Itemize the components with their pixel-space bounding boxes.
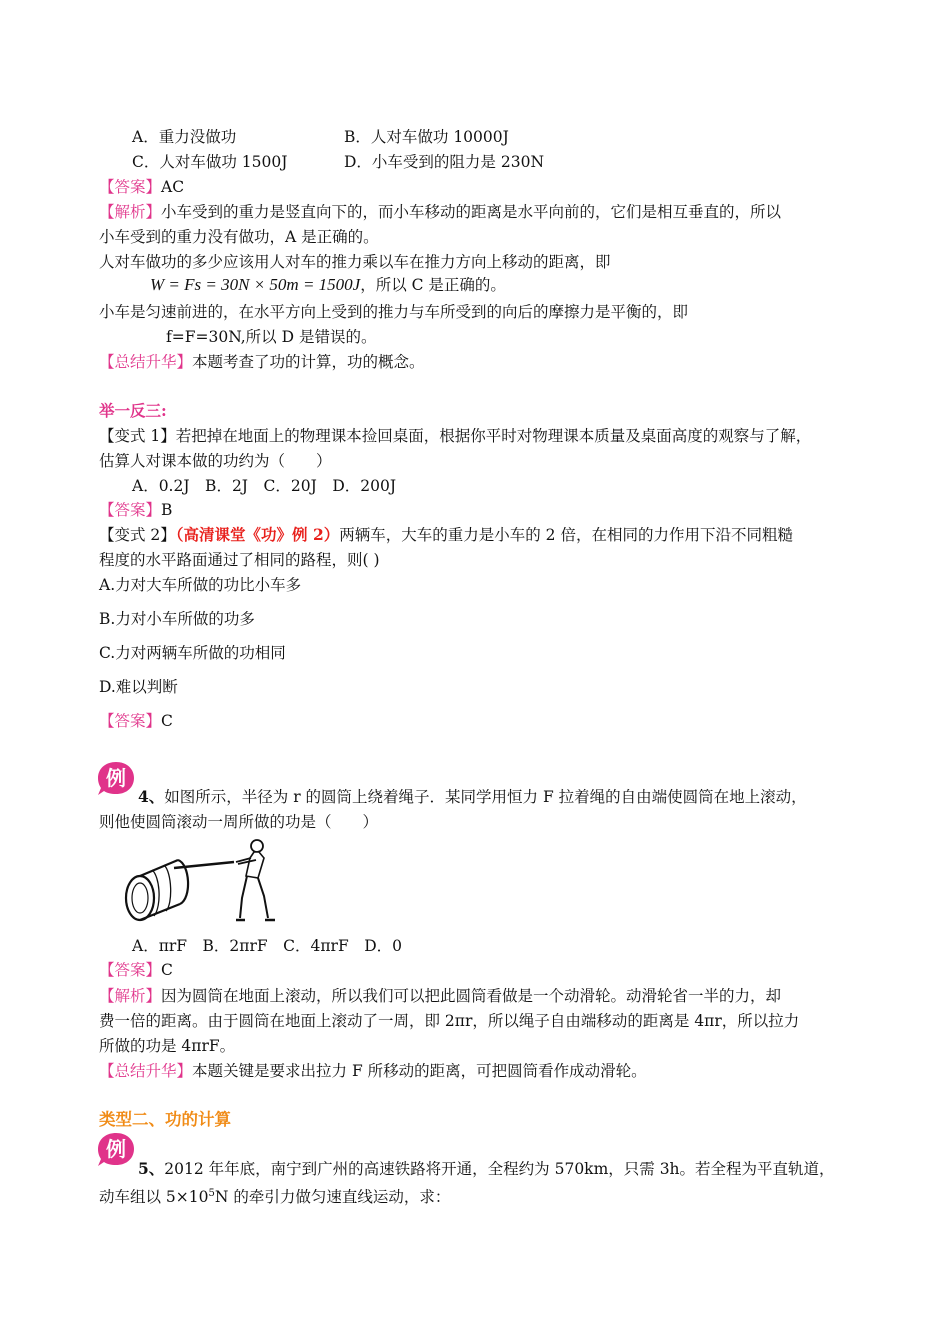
answer-tag: 【答案】 <box>99 178 162 196</box>
summary-tag: 【总结升华】 <box>99 353 193 371</box>
variant2-option-d: D.难以判断 <box>99 678 178 696</box>
example-badge-icon <box>97 760 135 796</box>
option-b: B．人对车做功 10000J <box>344 128 509 146</box>
practice-heading: 举一反三: <box>99 401 167 420</box>
variant1-line-2: 估算人对课本做的功约为（ ） <box>99 452 332 470</box>
option-c: C．人对车做功 1500J <box>132 153 288 171</box>
example4-analysis-3: 所做的功是 4πrF。 <box>99 1037 236 1055</box>
example4-analysis-1: 【解析】因为圆筒在地面上滚动，所以我们可以把此圆筒看做是一个动滑轮。动滑轮省一半的力，却 <box>99 987 782 1005</box>
example-badge-icon <box>97 1131 135 1167</box>
example5-line-2: 动车组以 $5\times 10^5N$ 的牵引力做匀速直线运动，求： <box>99 1188 451 1207</box>
analysis-line-2: 小车受到的重力没有做功，A 是正确的。 <box>99 228 379 246</box>
analysis-line-5: f=F=30N,所以 D 是错误的。 <box>166 328 377 346</box>
analysis-line-3: 人对车做功的多少应该用人对车的推力乘以车在推力方向上移动的距离，即 <box>99 253 611 271</box>
variant1-answer: 【答案】B <box>99 501 173 519</box>
variant2-source: （高清课堂《功》例 2） <box>175 525 340 544</box>
variant1-tag: 【变式 1】 <box>99 427 176 445</box>
svg-text:例: 例 <box>106 766 126 790</box>
variant1-options: A．0.2J B．2J C．20J D．200J <box>132 477 397 495</box>
example4-line-1: 4、如图所示，半径为 r 的圆筒上绕着绳子．某同学用恒力 F 拉着绳的自由端使圆筒在地上滚动， <box>138 787 807 806</box>
answer-line <box>99 176 184 198</box>
analysis-line-4: 小车是匀速前进的，在水平方向上受到的推力与车所受到的向后的摩擦力是平衡的，即 <box>99 303 689 321</box>
analysis-tag: 【解析】 <box>99 203 162 221</box>
variant2-tag: 【变式 2】 <box>99 526 176 544</box>
option-d: D．小车受到的阻力是 230N <box>344 153 545 171</box>
variant2-line-1: 【变式 2】（高清课堂《功》例 2）两辆车，大车的重力是小车的 2 倍，在相同的力作用下沿不同粗糙 <box>99 525 793 544</box>
analysis-line-1: 【解析】小车受到的重力是竖直向下的，而小车移动的距离是水平向前的，它们是相互垂直的，所以 <box>99 203 782 221</box>
example5-line-1: 5、2012 年年底，南宁到广州的高速铁路将开通，全程约为 570km，只需 3h。若全程为平直轨道， <box>138 1159 835 1178</box>
example5-number: 5、 <box>138 1159 165 1178</box>
example4-options: A．πrF B．2πrF C．4πrF D．0 <box>132 937 403 955</box>
summary-line: 【总结升华】本题考查了功的计算，功的概念。 <box>99 353 425 371</box>
variant2-line-2: 程度的水平路面通过了相同的路程，则( ) <box>99 551 380 569</box>
example4-analysis-2: 费一倍的距离。由于圆筒在地面上滚动了一周，即 2πr，所以绳子自由端移动的距离是 4πr，所以拉力 <box>99 1012 800 1030</box>
variant1-line-1: 【变式 1】若把掉在地面上的物理课本捡回桌面，根据你平时对物理课本质量及桌面高度的观察与了解， <box>99 427 812 445</box>
example4-line-2: 则他使圆筒滚动一周所做的功是（ ） <box>99 813 379 831</box>
variant2-option-c: C.力对两辆车所做的功相同 <box>99 644 286 662</box>
example4-number: 4、 <box>138 787 165 806</box>
svg-text:例: 例 <box>106 1137 126 1161</box>
variant2-option-b: B.力对小车所做的功多 <box>99 610 255 628</box>
option-a: A．重力没做功 <box>132 128 237 146</box>
variant2-answer: 【答案】C <box>99 712 173 730</box>
cylinder-pull-illustration <box>118 836 290 924</box>
work-formula: W = Fs = 30N × 50m = 1500J <box>150 275 361 294</box>
answer-value: AC <box>161 178 185 196</box>
example4-answer: 【答案】C <box>99 961 173 979</box>
variant2-option-a: A.力对大车所做的功比小车多 <box>99 576 302 594</box>
formula-line: W = Fs = 30N × 50m = 1500J，所以 C 是正确的。 <box>150 275 506 294</box>
example4-summary: 【总结升华】本题关键是要求出拉力 F 所移动的距离，可把圆筒看作成动滑轮。 <box>99 1062 647 1080</box>
section-heading-type2: 类型二、功的计算 <box>99 1110 231 1129</box>
